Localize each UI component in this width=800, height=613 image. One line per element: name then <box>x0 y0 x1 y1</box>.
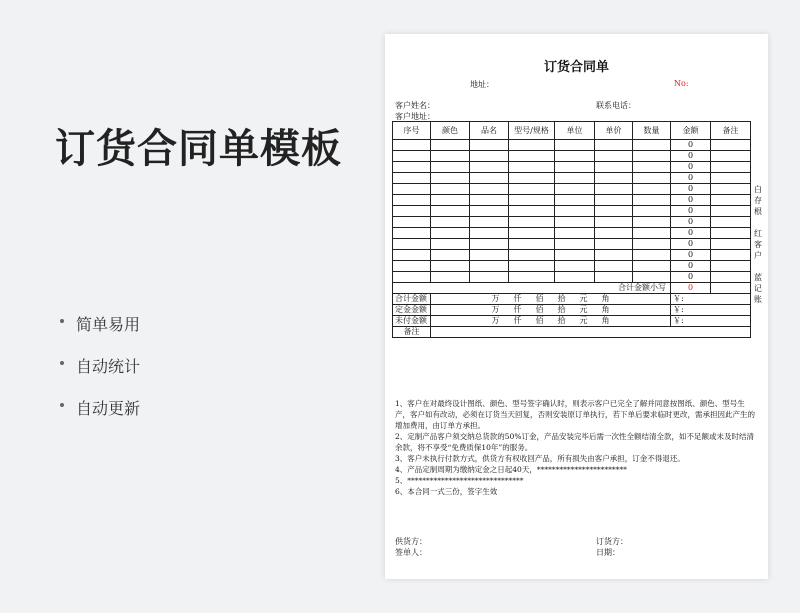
total-label: 定金金额 <box>393 305 431 316</box>
amount-cell: 0 <box>671 162 711 173</box>
feature-item <box>60 354 140 396</box>
header-cell: 颜色 <box>431 122 470 140</box>
feature-label: 自动统计 <box>76 357 141 376</box>
customer-name-label: 客户姓名： <box>395 101 435 110</box>
header-cell: 数量 <box>633 122 671 140</box>
page-title: 订货合同单模板 <box>55 126 342 172</box>
bullet-icon <box>60 361 64 365</box>
table-row <box>393 261 751 272</box>
amount-cell: 0 <box>671 261 711 272</box>
header-cell: 序号 <box>393 122 431 140</box>
signer-label: 签单人： <box>395 548 427 557</box>
order-table <box>392 121 751 338</box>
total-label: 未付金额 <box>393 316 431 327</box>
subtotal-value: 0 <box>671 283 711 294</box>
side-label-white: 白存根 <box>754 185 762 216</box>
remark-label: 备注 <box>393 327 431 338</box>
bullet-icon <box>60 319 64 323</box>
total-label: 合计金额 <box>393 294 431 305</box>
bullet-icon <box>60 403 64 407</box>
document-title: 订货合同单 <box>543 60 609 75</box>
feature-list <box>60 312 140 438</box>
amount-cell: 0 <box>671 272 711 283</box>
side-label-red: 红客户 <box>754 229 762 260</box>
amount-cell: 0 <box>671 195 711 206</box>
header-cell: 备注 <box>711 122 751 140</box>
table-row <box>393 239 751 250</box>
amount-cell: 0 <box>671 250 711 261</box>
terms-section <box>395 398 755 497</box>
header-cell: 品名 <box>470 122 509 140</box>
table-row <box>393 217 751 228</box>
date-label: 日期： <box>596 548 620 557</box>
table-row <box>393 140 751 151</box>
buyer-label: 订货方： <box>596 537 628 546</box>
subtotal-label: 合计金额小写 <box>393 283 671 294</box>
phone-label: 联系电话： <box>596 101 636 110</box>
term-item: 3、客户未执行付款方式，供货方有权收回产品，所有损失由客户承担，订金不得退还。 <box>395 454 685 463</box>
table-row <box>393 162 751 173</box>
customer-address-label: 客户地址： <box>395 112 435 121</box>
amount-units: 万 仟 佰 拾 元 角 <box>431 305 671 316</box>
total-row <box>393 316 751 327</box>
feature-item <box>60 396 140 438</box>
feature-label: 自动更新 <box>76 399 141 418</box>
amount-cell: 0 <box>671 217 711 228</box>
header-cell: 型号/规格 <box>509 122 555 140</box>
supplier-label: 供货方： <box>395 537 427 546</box>
remark-row <box>393 327 751 338</box>
amount-cell: 0 <box>671 228 711 239</box>
header-cell: 单位 <box>555 122 595 140</box>
total-currency: ￥: <box>671 316 751 327</box>
table-row <box>393 184 751 195</box>
term-item: 4、产品定制周期为缴纳定金之日起40天，************************ <box>395 465 627 474</box>
amount-units: 万 仟 佰 拾 元 角 <box>431 316 671 327</box>
contract-document <box>385 34 768 579</box>
table-header-row <box>393 122 751 140</box>
table-row <box>393 228 751 239</box>
table-row <box>393 195 751 206</box>
table-row <box>393 173 751 184</box>
amount-cell: 0 <box>671 151 711 162</box>
total-currency: ￥: <box>671 294 751 305</box>
table-row <box>393 206 751 217</box>
total-currency: ￥: <box>671 305 751 316</box>
term-item: 2、定制产品客户须交纳总货款的50%订金，产品安装完毕后需一次性全额结清全款，如不足额或未及时结清余款，将不享受“免费质保10年”的服务。 <box>395 432 754 452</box>
amount-cell: 0 <box>671 239 711 250</box>
number-label: No: <box>674 79 689 88</box>
feature-label: 简单易用 <box>76 315 141 334</box>
total-row <box>393 294 751 305</box>
amount-cell: 0 <box>671 173 711 184</box>
amount-cell: 0 <box>671 206 711 217</box>
address-label: 地址： <box>470 80 494 89</box>
header-cell: 金额 <box>671 122 711 140</box>
term-item: 5、******************************* <box>395 476 524 485</box>
feature-item <box>60 312 140 354</box>
term-item: 1、客户在对最终设计图纸、颜色、型号签字确认时，则表示客户已完全了解并同意按图纸、颜色、型号生产，客户如有改动，必须在订货当天回复，否则安装原订单执行，若下单后要求临时更改，需承担因此产生的增加费用，由订单方承担。 <box>395 399 755 430</box>
amount-cell: 0 <box>671 184 711 195</box>
subtotal-row <box>393 283 751 294</box>
side-label-blue: 蓝记账 <box>754 273 762 304</box>
header-cell: 单价 <box>595 122 633 140</box>
amount-units: 万 仟 佰 拾 元 角 <box>431 294 671 305</box>
table-row <box>393 250 751 261</box>
total-row <box>393 305 751 316</box>
table-row <box>393 151 751 162</box>
term-item: 6、本合同一式三份，签字生效 <box>395 487 498 496</box>
amount-cell: 0 <box>671 140 711 151</box>
table-row <box>393 272 751 283</box>
